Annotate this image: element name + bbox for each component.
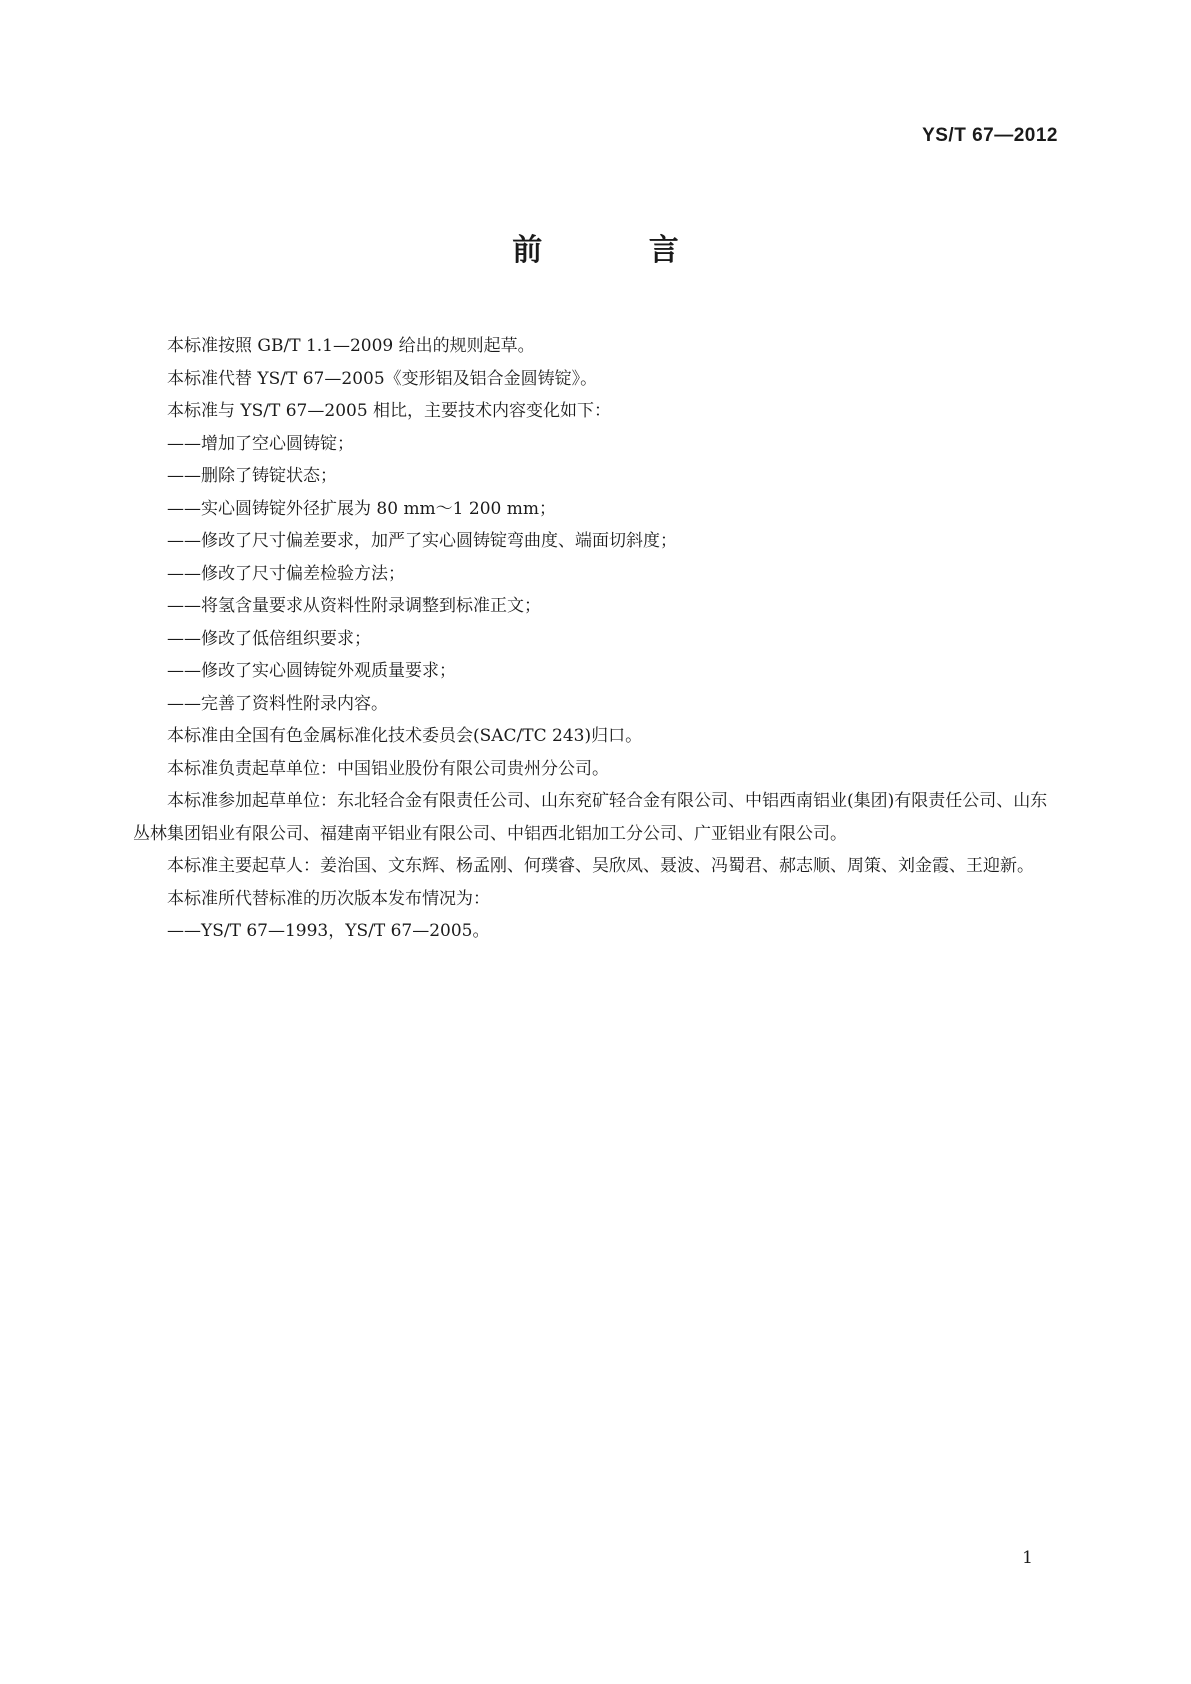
list-item: ——修改了实心圆铸锭外观质量要求； bbox=[167, 661, 456, 681]
list-item: ——将氢含量要求从资料性附录调整到标准正文； bbox=[167, 596, 541, 616]
list-item: ——删除了铸锭状态； bbox=[167, 466, 337, 486]
page-title: 前 言 bbox=[512, 233, 727, 268]
paragraph: 本标准主要起草人：姜治国、文东辉、杨孟刚、何璞睿、吴欣凤、聂波、冯蜀君、郝志顺、周策、刘金霞、王迎新。 bbox=[167, 856, 1034, 876]
list-item: ——增加了空心圆铸锭； bbox=[167, 433, 354, 454]
list-item: ——修改了尺寸偏差要求，加严了实心圆铸锭弯曲度、端面切斜度； bbox=[167, 531, 677, 551]
page-number: 1 bbox=[1022, 1548, 1033, 1568]
list-item: ——实心圆铸锭外径扩展为 80 mm～1 200 mm； bbox=[167, 498, 556, 519]
paragraph: 本标准由全国有色金属标准化技术委员会(SAC/TC 243)归口。 bbox=[167, 726, 643, 746]
list-item: ——修改了尺寸偏差检验方法； bbox=[167, 563, 405, 584]
paragraph: 本标准负责起草单位：中国铝业股份有限公司贵州分公司。 bbox=[167, 758, 609, 779]
foreword-body bbox=[133, 330, 1063, 948]
list-item: ——完善了资料性附录内容。 bbox=[167, 693, 388, 714]
paragraph: 本标准参加起草单位：东北轻合金有限责任公司、山东兖矿轻合金有限公司、中铝西南铝业(集团)有限责任公司、山东丛林集团铝业有限公司、福建南平铝业有限公司、中铝西北铝加工分公司、广亚铝业有限公司。 bbox=[133, 791, 1048, 844]
paragraph: 本标准按照 GB/T 1.1—2009 给出的规则起草。 bbox=[167, 336, 535, 356]
list-item: ——YS/T 67—1993，YS/T 67—2005。 bbox=[167, 921, 490, 941]
standard-code: YS/T 67—2012 bbox=[922, 125, 1058, 146]
paragraph: 本标准所代替标准的历次版本发布情况为： bbox=[167, 888, 490, 909]
list-item: ——修改了低倍组织要求； bbox=[167, 628, 371, 649]
paragraph: 本标准代替 YS/T 67—2005《变形铝及铝合金圆铸锭》。 bbox=[167, 368, 598, 389]
paragraph: 本标准与 YS/T 67—2005 相比，主要技术内容变化如下： bbox=[167, 401, 612, 421]
